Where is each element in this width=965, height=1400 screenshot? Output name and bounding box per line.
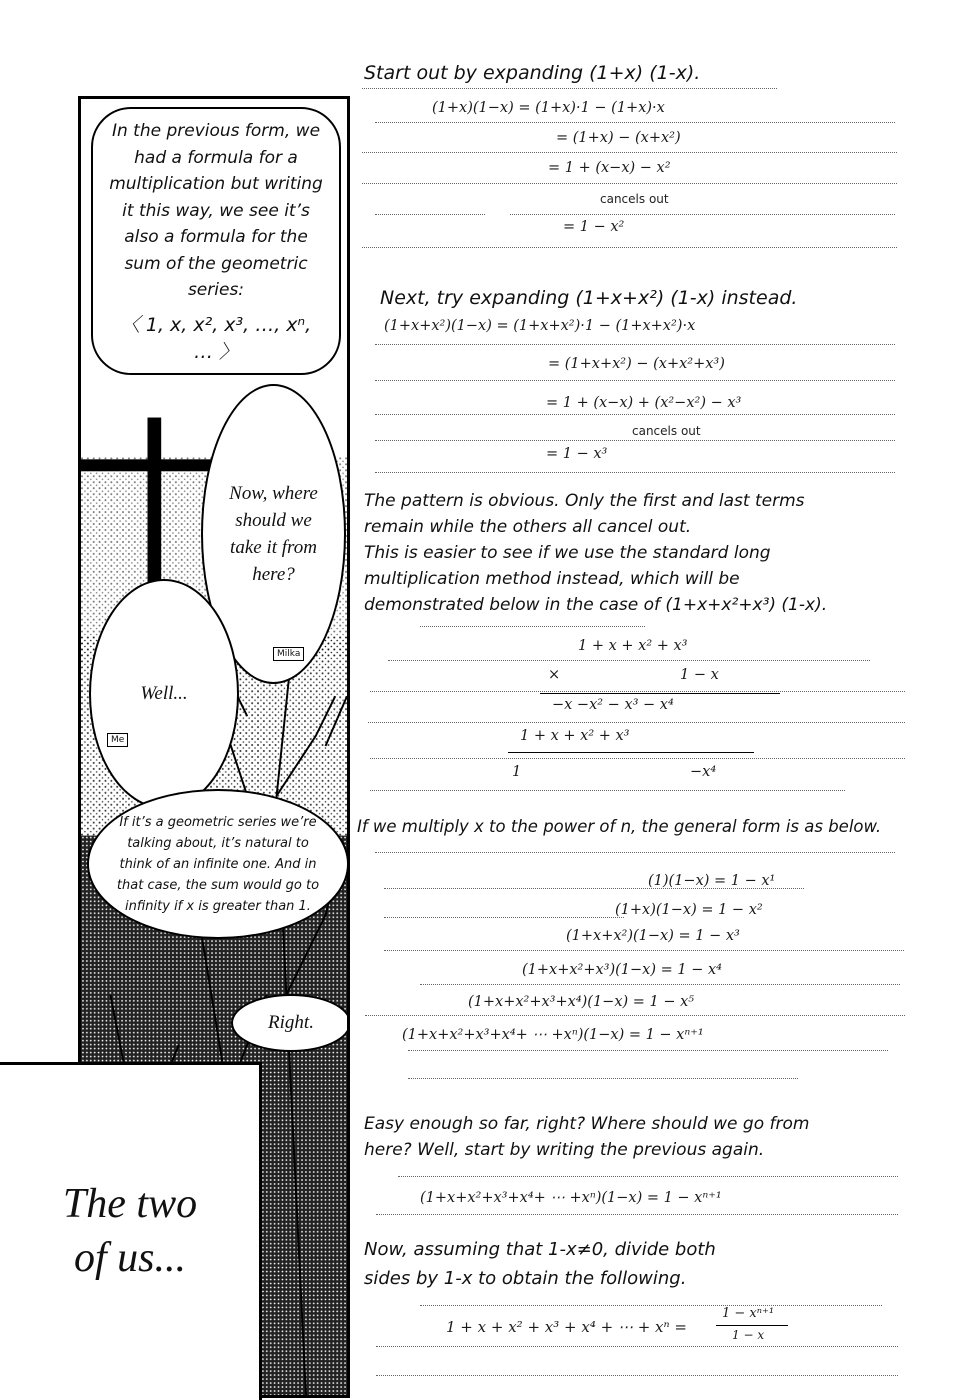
- longmult-row-3: −x −x² − x³ − x⁴: [552, 697, 674, 713]
- general-line-2: (1+x)(1−x) = 1 − x²: [615, 902, 763, 918]
- final-lhs: 1 + x + x² + x³ + x⁴ + ⋯ + xⁿ =: [446, 1318, 687, 1336]
- step1-line-1: (1+x)(1−x) = (1+x)·1 − (1+x)·x: [432, 100, 665, 116]
- pattern-line-4: multiplication method instead, which will be: [364, 569, 740, 589]
- divide-line-1: Now, assuming that 1-x≠0, divide both: [364, 1239, 716, 1260]
- bubble-intro-text: In the previous form, we had a formula for a multiplication but writing it this way, we see it’s also a formula for the sum of the geometric series:: [109, 121, 323, 301]
- general-line-4: (1+x+x²+x³)(1−x) = 1 − x⁴: [522, 962, 722, 978]
- easy-line-2: here? Well, start by writing the previous again.: [364, 1140, 765, 1160]
- general-line-6: (1+x+x²+x³+x⁴+ ⋯ +xⁿ)(1−x) = 1 − xⁿ⁺¹: [402, 1027, 704, 1043]
- longmult-row-2: 1 − x: [680, 667, 719, 683]
- me-well-text: Well...: [140, 683, 188, 704]
- step1-line-2: = (1+x) − (x+x²): [556, 130, 681, 146]
- step2-line-2: = (1+x+x²) − (x+x²+x³): [548, 356, 725, 372]
- longmult-row-4: 1 + x + x² + x³: [520, 728, 630, 744]
- easy-line-1: Easy enough so far, right? Where should we go from: [364, 1114, 810, 1134]
- step1-line-4: = 1 − x²: [563, 219, 625, 235]
- pattern-line-5: demonstrated below in the case of (1+x+x²+x³) (1-x).: [364, 595, 828, 615]
- longmult-divider-1: [540, 693, 780, 694]
- final-numerator: 1 − xⁿ⁺¹: [722, 1306, 775, 1321]
- pattern-line-3: This is easier to see if we use the standard long: [364, 543, 771, 563]
- step2-line-1: (1+x+x²)(1−x) = (1+x+x²)·1 − (1+x+x²)·x: [384, 318, 696, 334]
- longmult-divider-2: [508, 752, 754, 753]
- step2-cancels-out: cancels out: [632, 424, 701, 438]
- speaker-tag-me: Me: [107, 733, 128, 747]
- final-fraction-bar: [716, 1325, 788, 1326]
- narration-text: The two of us...: [62, 1181, 198, 1281]
- right-text: Right.: [268, 1012, 314, 1033]
- final-denominator: 1 − x: [732, 1328, 765, 1342]
- longmult-row-5-left: 1: [512, 764, 522, 780]
- step2-heading: Next, try expanding (1+x+x²) (1-x) instead.: [380, 287, 798, 309]
- narration-box: [0, 1062, 262, 1400]
- longmult-row-5-right: −x⁴: [690, 764, 717, 780]
- general-line-3: (1+x+x²)(1−x) = 1 − x³: [566, 928, 740, 944]
- speaker-tag-milka: Milka: [273, 647, 304, 661]
- longmult-row-1: 1 + x + x² + x³: [578, 638, 688, 654]
- general-form-text: If we multiply x to the power of n, the general form is as below.: [357, 817, 882, 836]
- pattern-line-1: The pattern is obvious. Only the first and last terms: [364, 491, 805, 511]
- milka-infinite-text: If it’s a geometric series we’re talking about, it’s natural to think of an infinite one. And in that case, the sum would go to infinity if x is greater than 1.: [116, 814, 320, 914]
- cross-beam: [81, 459, 228, 471]
- divide-line-2: sides by 1-x to obtain the following.: [364, 1268, 687, 1289]
- repeat-line: (1+x+x²+x³+x⁴+ ⋯ +xⁿ)(1−x) = 1 − xⁿ⁺¹: [420, 1190, 722, 1206]
- longmult-times: ×: [548, 667, 561, 683]
- step1-line-3: = 1 + (x−x) − x²: [548, 160, 671, 176]
- speech-bubble-intro: [91, 107, 341, 375]
- step1-heading: Start out by expanding (1+x) (1-x).: [364, 62, 701, 84]
- pattern-line-2: remain while the others all cancel out.: [364, 517, 692, 537]
- speech-bubble-right: [231, 994, 350, 1052]
- general-line-1: (1)(1−x) = 1 − x¹: [648, 873, 776, 889]
- speech-bubble-me-well: [89, 579, 239, 809]
- step2-line-4: = 1 − x³: [546, 446, 608, 462]
- step2-line-3: = 1 + (x−x) + (x²−x²) − x³: [546, 395, 742, 411]
- milka-question-text: Now, where should we take it from here?: [229, 483, 318, 585]
- speech-bubble-milka-infinite: [87, 789, 349, 939]
- step1-cancels-out: cancels out: [600, 192, 669, 206]
- geometric-series-text: 〈 1, x, x², x³, …, xⁿ, … 〉: [120, 313, 312, 363]
- general-line-5: (1+x+x²+x³+x⁴)(1−x) = 1 − x⁵: [468, 994, 695, 1010]
